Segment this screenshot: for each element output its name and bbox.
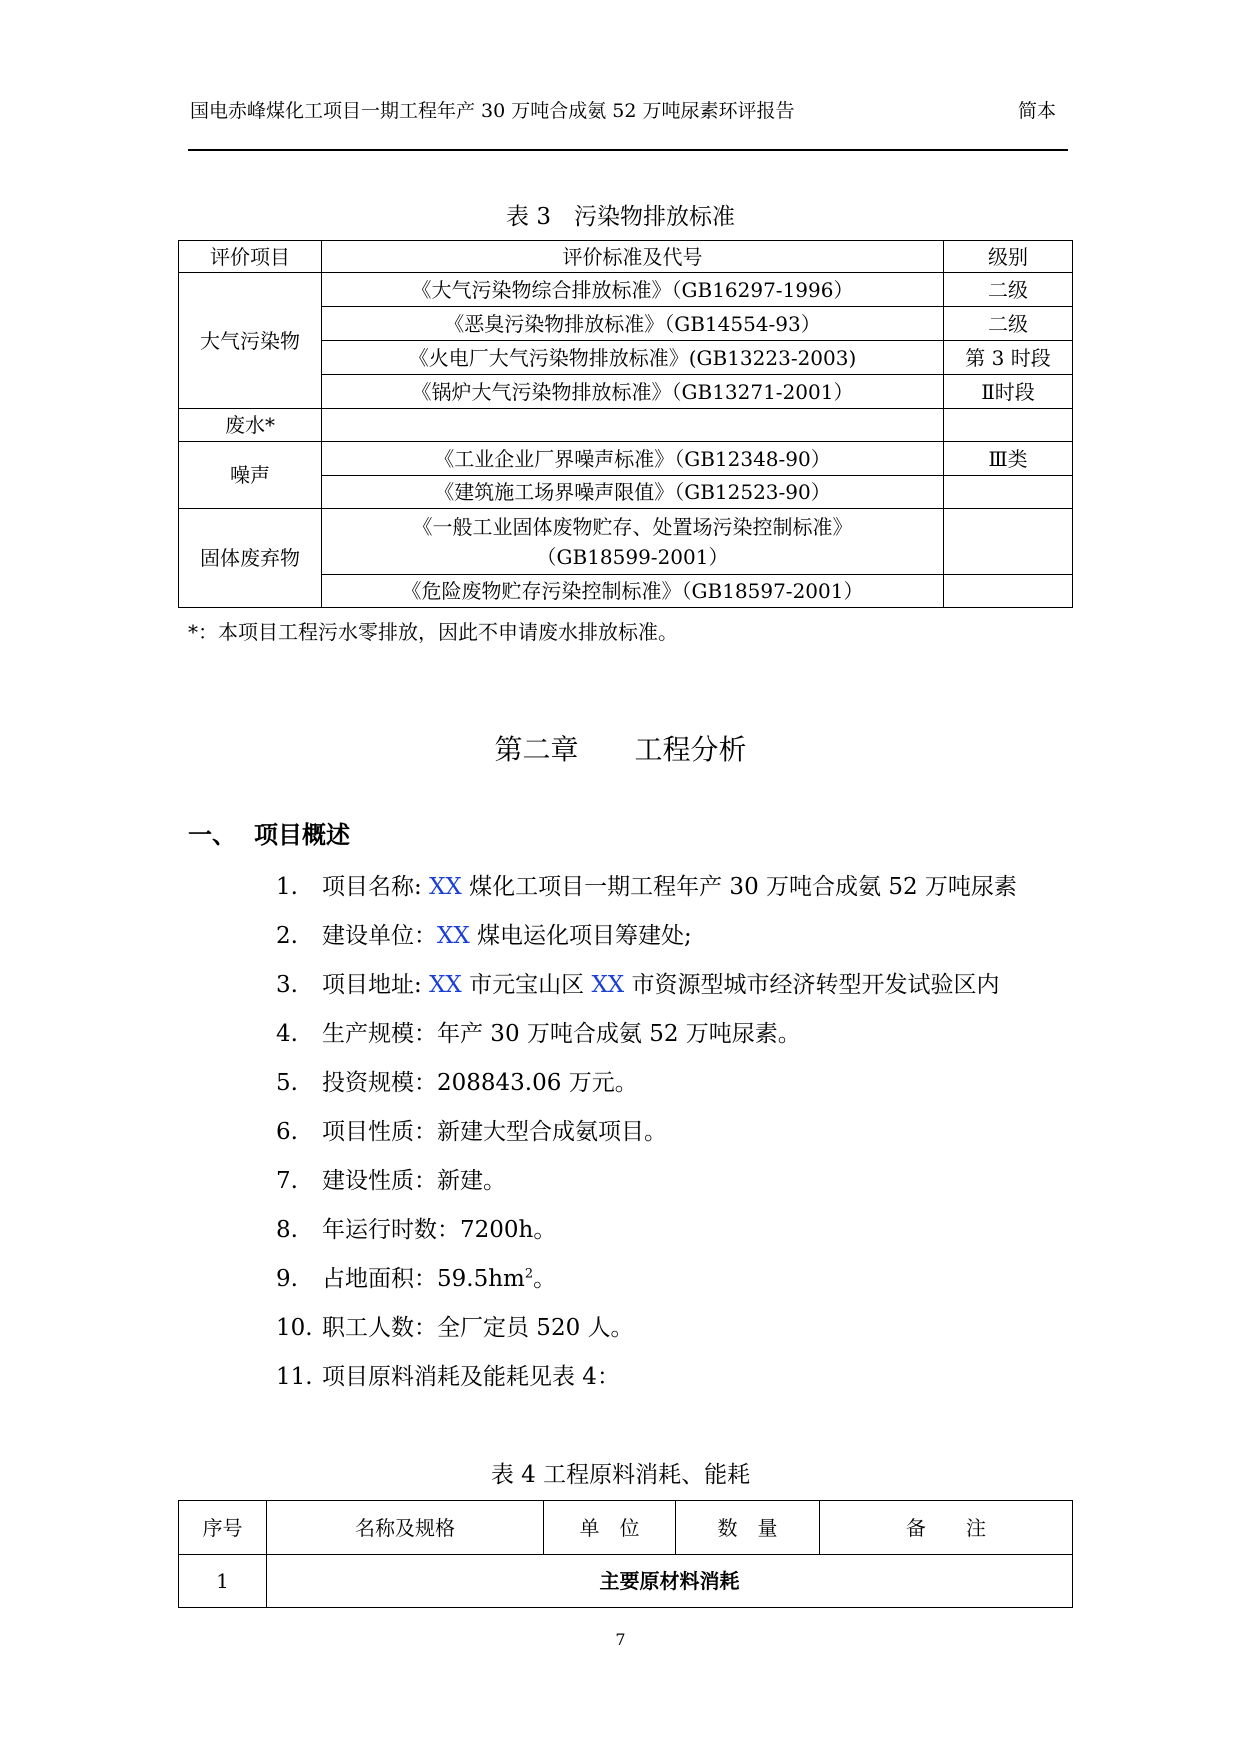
- list-item: 11. 项目原料消耗及能耗见表 4：: [276, 1364, 620, 1390]
- section-heading: [188, 815, 350, 850]
- group-solid: 固体废弃物: [179, 509, 322, 608]
- standard-cell: 《火电厂大气污染物排放标准》(GB13223-2003): [322, 341, 944, 375]
- chapter-title: 第二章 工程分析: [494, 733, 747, 766]
- table-row: [179, 273, 1073, 307]
- table3-footnote: *：本项目工程污水零排放，因此不申请废水排放标准。: [188, 620, 678, 644]
- level-cell: 二级: [944, 307, 1073, 341]
- group-title-cell: 主要原材料消耗: [267, 1555, 1073, 1608]
- col-header-remark: 备 注: [820, 1501, 1073, 1555]
- col-header-seq: 序号: [179, 1501, 267, 1555]
- table-header-row: [179, 1501, 1073, 1555]
- list-item: 2. 建设单位：XX 煤电运化项目筹建处;: [276, 923, 692, 949]
- page-number: 7: [615, 1630, 626, 1649]
- running-header-title: 国电赤峰煤化工项目一期工程年产 30 万吨合成氨 52 万吨尿素环评报告: [190, 100, 795, 122]
- standard-line-2: （GB18599-2001）: [536, 544, 729, 569]
- list-item: 8. 年运行时数：7200h。: [276, 1217, 557, 1243]
- standard-cell: [322, 409, 944, 442]
- list-item: 6. 项目性质：新建大型合成氨项目。: [276, 1119, 667, 1145]
- placeholder-xx: XX: [429, 874, 462, 900]
- standard-cell: 《建筑施工场界噪声限值》（GB12523-90）: [322, 476, 944, 509]
- standard-cell: 《工业企业厂界噪声标准》（GB12348-90）: [322, 442, 944, 476]
- section-title: 项目概述: [254, 821, 350, 849]
- list-item: 10. 职工人数：全厂定员 520 人。: [276, 1315, 634, 1341]
- header-rule: [188, 149, 1068, 151]
- level-cell: [944, 476, 1073, 509]
- table-row: [179, 509, 1073, 575]
- level-cell: [944, 409, 1073, 442]
- level-cell: 二级: [944, 273, 1073, 307]
- level-cell: [944, 509, 1073, 575]
- list-item: 1. 项目名称: XX 煤化工项目一期工程年产 30 万吨合成氨 52 万吨尿素: [276, 874, 1017, 900]
- running-header-edition: 简本: [1018, 100, 1057, 122]
- group-noise: 噪声: [179, 442, 322, 509]
- standard-cell: 《危险废物贮存污染控制标准》（GB18597-2001）: [322, 575, 944, 608]
- col-header-level: 级别: [944, 241, 1073, 273]
- list-item: 4. 生产规模：年产 30 万吨合成氨 52 万吨尿素。: [276, 1021, 801, 1047]
- level-cell: [944, 575, 1073, 608]
- level-cell: 第 3 时段: [944, 341, 1073, 375]
- standard-cell: 《大气污染物综合排放标准》（GB16297-1996）: [322, 273, 944, 307]
- list-item: 3. 项目地址: XX 市元宝山区 XX 市资源型城市经济转型开发试验区内: [276, 972, 1000, 998]
- col-header-standard: 评价标准及代号: [322, 241, 944, 273]
- standard-cell: 《锅炉大气污染物排放标准》（GB13271-2001）: [322, 375, 944, 409]
- section-number: 一、: [188, 821, 236, 849]
- col-header-unit: 单 位: [544, 1501, 676, 1555]
- list-item: 7. 建设性质：新建。: [276, 1168, 506, 1194]
- group-water: 废水*: [179, 409, 322, 442]
- table3-caption: 表 3 污染物排放标准: [506, 204, 735, 230]
- table4-caption: 表 4 工程原料消耗、能耗: [490, 1462, 751, 1488]
- table-header-row: [179, 241, 1073, 273]
- level-cell: Ⅱ时段: [944, 375, 1073, 409]
- table-row: [179, 1555, 1073, 1608]
- list-item: 5. 投资规模：208843.06 万元。: [276, 1070, 638, 1096]
- col-header-qty: 数 量: [676, 1501, 820, 1555]
- materials-consumption-table: [178, 1500, 1073, 1608]
- standard-cell: [322, 509, 944, 575]
- standard-line-1: 《一般工业固体废物贮存、处置场污染控制标准》: [412, 514, 853, 539]
- col-header-name: 名称及规格: [267, 1501, 544, 1555]
- standard-cell: 《恶臭污染物排放标准》（GB14554-93）: [322, 307, 944, 341]
- list-item: 9. 占地面积：$59.5hm^2$。: [276, 1266, 557, 1292]
- pollutant-standards-table: [178, 240, 1073, 608]
- level-cell: Ⅲ类: [944, 442, 1073, 476]
- placeholder-xx: XX: [429, 972, 462, 998]
- placeholder-xx: XX: [591, 972, 625, 998]
- seq-cell: 1: [179, 1555, 267, 1608]
- placeholder-xx: XX: [437, 923, 470, 949]
- group-air: 大气污染物: [179, 273, 322, 409]
- table-row: [179, 442, 1073, 476]
- col-header-item: 评价项目: [179, 241, 322, 273]
- table-row: [179, 409, 1073, 442]
